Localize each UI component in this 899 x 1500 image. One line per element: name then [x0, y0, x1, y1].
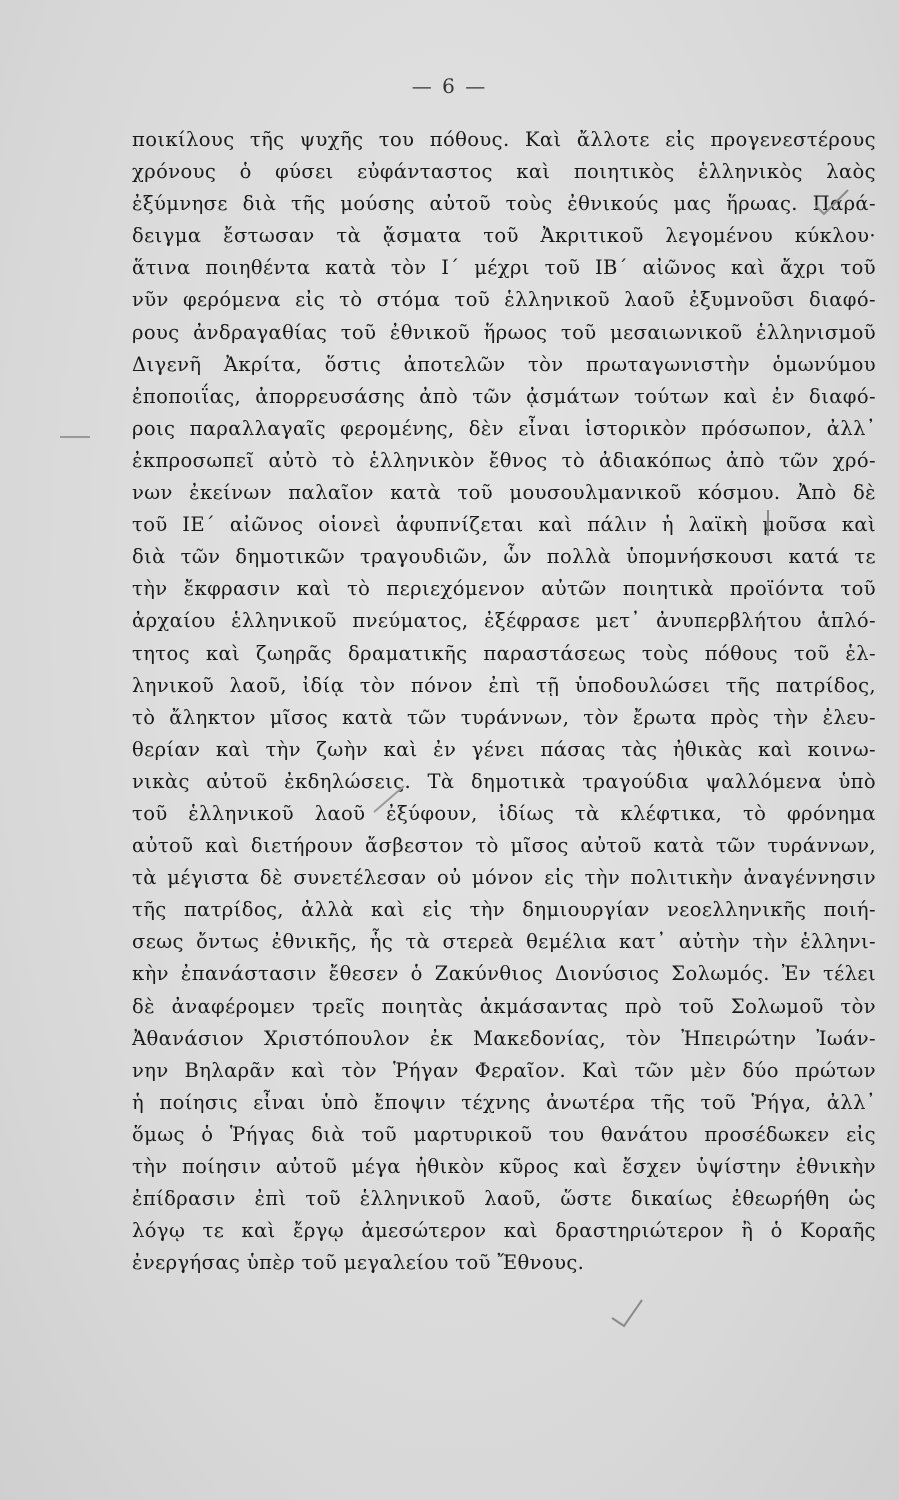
text-line: κὴν ἐπανάστασιν ἔθεσεν ὁ Ζακύνθιος Διονύσιος Σολωμός. Ἐν τέλει — [132, 962, 876, 986]
text-line: τὴν ποίησιν αὐτοῦ μέγα ἠθικὸν κῦρος καὶ ἔσχεν ὑψίστην ἐθνικὴν — [132, 1155, 876, 1178]
text-line: νῦν φερόμενα εἰς τὸ στόμα τοῦ ἑλληνικοῦ λαοῦ ἐξυμνοῦσι διαφό- — [132, 288, 876, 312]
text-line: νικὰς αὐτοῦ ἐκδηλώσεις. Τὰ δημοτικὰ τραγούδια ψαλλόμενα ὑπὸ — [132, 769, 876, 793]
pencil-mark-icon — [610, 1296, 644, 1330]
margin-dash-icon — [58, 432, 92, 442]
text-line: σεως ὄντως ἐθνικῆς, ἧς τὰ στερεὰ θεμέλια κατ᾽ αὐτὴν τὴν ἑλληνι- — [132, 930, 876, 954]
text-line: ληνικοῦ λαοῦ, ἰδίᾳ τὸν πόνον ἐπὶ τῇ ὑποδουλώσει τῆς πατρίδος, — [132, 673, 876, 697]
text-line: ἐξύμνησε διὰ τῆς μούσης αὐτοῦ τοὺς ἐθνικούς μας ἥρωας. Παρά- — [132, 192, 876, 216]
text-line: θερίαν καὶ τὴν ζωὴν καὶ ἐν γένει πάσας τὰς ἠθικὰς καὶ κοινω- — [132, 737, 876, 761]
text-line: ὅμως ὁ Ῥήγας διὰ τοῦ μαρτυρικοῦ του θανάτου προσέδωκεν εἰς — [132, 1122, 876, 1146]
text-line: τοῦ ΙΕ΄ αἰῶνος οἱονεὶ ἀφυπνίζεται καὶ πάλιν ἡ λαϊκὴ μοῦσα καὶ — [132, 513, 876, 537]
text-line: ἐποποιΐας, ἀπορρευσάσης ἀπὸ τῶν ᾀσμάτων τούτων καὶ ἐν διαφό- — [132, 384, 876, 408]
text-line: νων ἐκείνων παλαῖον κατὰ τοῦ μουσουλμανικοῦ κόσμου. Ἀπὸ δὲ — [132, 481, 876, 505]
text-line: τῆς πατρίδος, ἀλλὰ καὶ εἰς τὴν δημιουργίαν νεοελληνικῆς ποιή- — [132, 898, 876, 922]
text-line: ρους ἀνδραγαθίας τοῦ ἐθνικοῦ ἥρωος τοῦ μεσαιωνικοῦ ἑλληνισμοῦ — [132, 320, 876, 344]
page-number: — 6 — — [411, 74, 488, 98]
text-line: ἀρχαίου ἑλληνικοῦ πνεύματος, ἐξέφρασε μετ᾽ ἀνυπερβλήτου ἁπλό- — [132, 609, 876, 633]
text-line: ἡ ποίησις εἶναι ὑπὸ ἔποψιν τέχνης ἀνωτέρα τῆς τοῦ Ῥήγα, ἀλλ᾽ — [132, 1090, 876, 1114]
text-line: τὴν ἔκφρασιν καὶ τὸ περιεχόμενον αὐτῶν ποιητικὰ προϊόντα τοῦ — [132, 577, 876, 601]
body-text — [132, 124, 876, 1279]
text-line: τοῦ ἑλληνικοῦ λαοῦ ἐξύφουν, ἰδίως τὰ κλέφτικα, τὸ φρόνημα — [132, 801, 876, 825]
text-line: αὐτοῦ καὶ διετήρουν ἄσβεστον τὸ μῖσος αὐτοῦ κατὰ τῶν τυράννων, — [132, 834, 876, 858]
pencil-mark-icon — [372, 782, 406, 816]
text-line: τητος καὶ ζωηρᾶς δραματικῆς παραστάσεως τοὺς πόθους τοῦ ἑλ- — [132, 641, 876, 665]
text-line: Ἀθανάσιον Χριστόπουλον ἐκ Μακεδονίας, τὸν Ἠπειρώτην Ἰωάν- — [132, 1026, 876, 1050]
text-line: χρόνους ὁ φύσει εὐφάνταστος καὶ ποιητικὸς ἑλληνικὸς λαὸς — [132, 160, 876, 184]
text-line: διὰ τῶν δημοτικῶν τραγουδιῶν, ὧν πολλὰ ὑπομνήσκουσι κατά τε — [132, 545, 876, 569]
text-line: τὰ μέγιστα δὲ συνετέλεσαν οὐ μόνον εἰς τὴν πολιτικὴν ἀναγέννησιν — [132, 866, 876, 890]
text-line: ἅτινα ποιηθέντα κατὰ τὸν Ι΄ μέχρι τοῦ ΙΒ΄ αἰῶνος καὶ ἄχρι τοῦ — [132, 256, 876, 280]
pencil-mark-icon — [760, 508, 776, 538]
text-line: δειγμα ἔστωσαν τὰ ᾄσματα τοῦ Ἀκριτικοῦ λεγομένου κύκλου· — [132, 224, 876, 248]
text-line: τὸ ἄληκτον μῖσος κατὰ τῶν τυράννων, τὸν ἔρωτα πρὸς τὴν ἐλευ- — [132, 705, 876, 729]
text-line: ἐπίδρασιν ἐπὶ τοῦ ἑλληνικοῦ λαοῦ, ὥστε δικαίως ἐθεωρήθη ὡς — [132, 1187, 876, 1211]
text-line: ροις παραλλαγαῖς φερομένης, δὲν εἶναι ἱστορικὸν πρόσωπον, ἀλλ᾽ — [132, 416, 876, 440]
text-line: Διγενῆ Ἀκρίτα, ὅστις ἀποτελῶν τὸν πρωταγωνιστὴν ὁμωνύμου — [132, 352, 876, 376]
text-line: δὲ ἀναφέρομεν τρεῖς ποιητὰς ἀκμάσαντας πρὸ τοῦ Σολωμοῦ τὸν — [132, 994, 876, 1018]
text-line: λόγῳ τε καὶ ἔργῳ ἀμεσώτερον καὶ δραστηριώτερον ἢ ὁ Κοραῆς — [132, 1219, 876, 1243]
text-line: ποικίλους τῆς ψυχῆς του πόθους. Καὶ ἄλλοτε εἰς προγενεστέρους — [132, 128, 876, 151]
pencil-mark-icon — [814, 188, 850, 218]
text-line: νην Βηλαρᾶν καὶ τὸν Ῥήγαν Φεραῖον. Καὶ τῶν μὲν δύο πρώτων — [132, 1058, 876, 1082]
text-line: ἐκπροσωπεῖ αὐτὸ τὸ ἑλληνικὸν ἔθνος τὸ ἀδιακόπως ἀπὸ τῶν χρό- — [132, 448, 876, 472]
text-line: ἐνεργήσας ὑπὲρ τοῦ μεγαλείου τοῦ Ἔθνους. — [132, 1251, 585, 1275]
